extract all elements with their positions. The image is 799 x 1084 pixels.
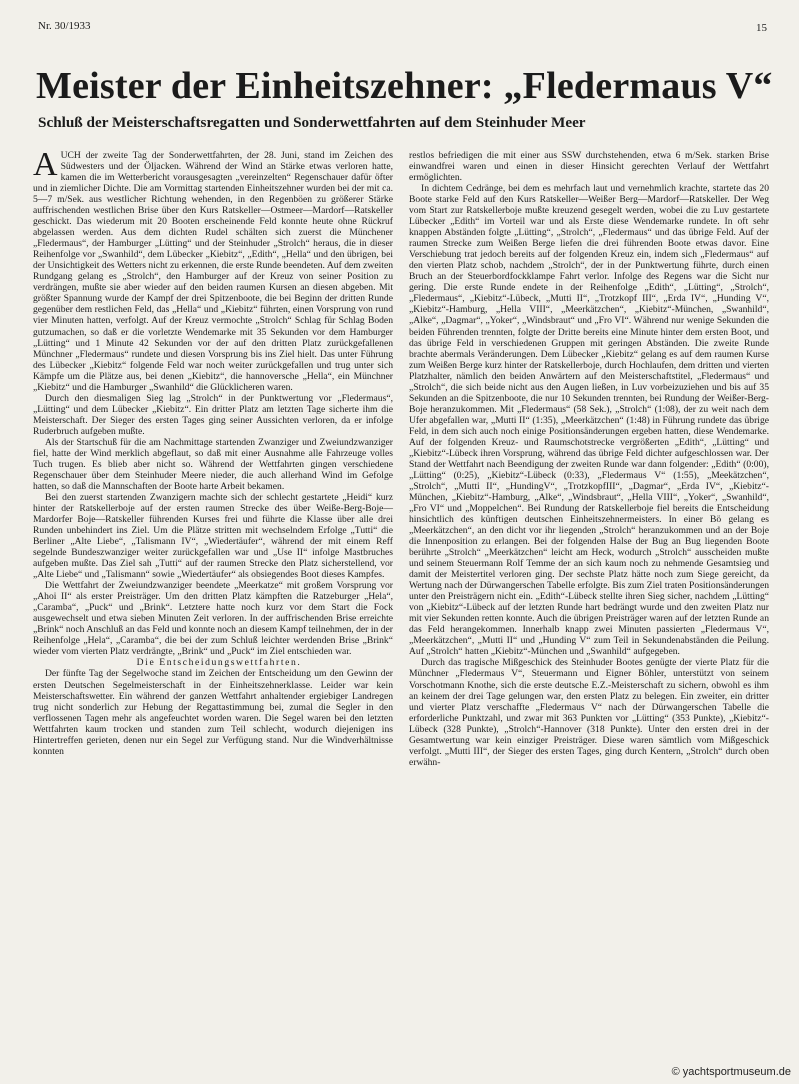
paragraph: Durch das tragische Mißgeschick des Steinhuder Bootes genügte der vierte Platz für die Münchner „Fledermaus V“, Steuermann und Eigner Böhler, unterstützt von seinem Vorschotmann Knothe, sich die erste deutsche E.Z.-Meisterschaft zu sichern, obwohl es ihm an keinem der drei Tage gelungen war, den ersten Platz zu belegen. Ein zweiter, ein dritter und vierter Platz verschaffte „Fledermaus V“ nach der Dürwangerschen Tabelle die erforderliche Punktzahl, und zwar mit 363 Punkten vor „Lütting“ (353 Punkte), „Kiebitz“-Lübeck (328 Punkte), „Strolch“-Hannover (318 Punkte). Unter den ersten drei in der Gesamtwertung war kein einziger Preisträger. Diese waren sämtlich vom Mißgeschick verfolgt. „Mutti III“, der Sieger des ersten Tages, ging durch Kentern, „Strolch“ durch oben erwähn- [409, 657, 769, 768]
page-number: 15 [756, 22, 767, 34]
section-heading: Die Entscheidungswettfahrten. [136, 657, 302, 669]
paragraph: Bei den zuerst startenden Zwanzigern machte sich der schlecht gestartete „Heidi“ kurz hinter der Ratskellerboje auf der ersten raumen Strecke des über Weiße-Berg-Boje—Mardorfer Boje—Ratskeller führenden Kurses frei und führte die Klasse über alle drei Runden unbehindert ins Ziel. Um die Plätze stritten mit wechselndem Erfolge „Tutti“ die Berliner „Alte Liebe“, „Talismann IV“, „Wiedertäufer“, während der mit einem Reff segelnde Bundeszwanziger weiter zurückgefallen war und „Use II“ infolge Mastbruches aufgeben mußte. Das Ziel sah „Tutti“ auf der raumen Strecke den Platz sicherstellend, vor „Alte Liebe“ und „Talismann“ sowie „Wiedertäufer“ als obsiegendes Boot dieses Kampfes. [33, 491, 393, 581]
paragraph: In dichtem Cedränge, bei dem es mehrfach laut und vernehmlich krachte, startete das 20 Boote starke Feld auf den Kurs Ratskeller—Weißer Berg—Mardorf—Ratskeller. Der Weg vom Start zur Ratskellerboje mußte kreuzend gesegelt werden, wobei die zu Luv gestartete Lübecker „Edith“ im Vorteil war und als Erste diese Wendemarke rundete. In oft sehr knappen Abständen folgte „Lütting“, „Strolch“, „Fledermaus“ und das übrige Feld. Auf der raumen Strecke zum Weißen Berge liefen die drei führenden Boote etwas davor. Eine Verschiebung trat jedoch bereits auf der folgenden Kreuz ein, indem sich „Fledermaus“ auf den vierten Platz schob, nachdem „Strolch“, der in der Punktwertung führte, durch einen Bruch an der Steuerbordfockklampe Fahrt verlor. Infolge des Regens war die Sicht nur gering. Die erste Runde endete in der Reihenfolge „Edith“, „Lütting“, „Strolch“, „Fledermaus“, „Kiebitz“-Lübeck, „Mutti II“, „Trotzkopf III“, „Erda IV“, „Hunding V“, „Kiebitz“-Hamburg, „Hella VIII“, „Meerkätzchen“, „Kiebitz“-München, „Swanhild“, „Alke“, „Dagmar“, „Yoker“, „Windsbraut“ und „Fro VI“. Während nur wenige Sekunden die beiden Führenden trennten, folgte der Dritte bereits eine Minute hinter dem ersten Boot, und das übrige Feld in verschiedenen Gruppen mit geringen Abständen. Die zweite Runde brachte abermals Veränderungen. Dem Lübecker „Kiebitz“ gelang es auf dem raumen Kurse zum Weißen Berge kurz hinter der Ratskellerboje, durch Hochlaufen, dem dritten und vierten Platzhalter, nämlich den beiden Anwärtern auf den Meisterschaftstitel, „Fledermaus“ und „Strolch“, die sich beide nicht aus den Augen ließen, in Luv vorbeizuziehen und bis auf 35 Sekunden an die Spitzenboote, die nur 10 Sekunden trennten, bei Rundung der Weißer-Berg-Boje heranzukommen. Mit „Fledermaus“ (58 Sek.), „Strolch“ (1:08), der zu weit nach dem Ufer abgefallen war, „Mutti II“ (1:35), „Meerkätzchen“ (1:48) in Führung rundete das übrige Feld, in dem sich auch noch einige Positionsänderungen ergeben hatten, diese Wendemarke. Auf der folgenden Kreuz- und Raumschotstrecke vergrößerten „Edith“, „Lütting“ und „Kiebitz“-Lübeck ihren Vorsprung, während das übrige Feld dichter aufgeschlossen war. Der Stand der Wettfahrt nach Beendigung der zweiten Runde war dann folgender: „Edith“ (0:00), „Lütting“ (0:25), „Kiebitz“-Lübeck (0:33), „Fledermaus V“ (1:55), „Meekätzchen“, „Strolch“, „Mutti II“, „HundingV“, „TrotzkopfIII“, „Dagmar“, „Erda IV“, „Kiebitz“-München, „Kiebitz“-Hamburg, „Alke“, „Windsbraut“, „Hella VIII“, „Yoker“, „Swanhild“, „Fro VI“ und „Moppelchen“. Bei Rundung der Ratskellerboje fiel bereits die Entscheidung hinsichtlich des künftigen deutschen Einheitszehnermeisters. In einer Bö gelang es „Meerkätzchen“, an den dicht vor ihr liegenden „Strolch“ heranzukommen und an der Boje die Innenposition zu erlangen. Bei der folgenden Halse der Bug an Bug liegenden Boote berührte „Strolch“ „Meerkätzchen“ leicht am Heck, wodurch „Strolch“ ausscheiden mußte und seinem Steuermann Rolf Temme der an sich kaum noch zu nehmende Gesamtsieg und damit der Meistertitel verloren ging. Der sechste Platz hätte noch zum Siege gereicht, da Wertung nach der Dürwangerschen Tabelle erfolgte. Bis zum Ziel traten Positionsänderungen unter den Preisträgern nicht ein. „Edith“-Lübeck stellte ihren Sieg sicher, nachdem „Lütting“ von „Kiebitz“-Lübeck auf der letzten Runde hart bedrängt wurde und den zweiten Platz nur mit vier Sekunden retten konnte. Auch die übrigen Preisträger waren auf der letzten Runde an das Feld herangekommen. Innerhalb knapp zwei Minuten passierten „Fledermaus V“, „Meerkätzchen“, „Mutti II“ und „Hunding V“ zum Teil in Sekundenabständen die Peilung. Auf „Strolch“ hatten „Kiebitz“-München und „Swanhild“ aufgegeben. [409, 183, 769, 658]
watermark [672, 1066, 791, 1078]
drop-cap: A [33, 146, 58, 183]
paragraph: Die Wettfahrt der Zweiundzwanziger beendete „Meerkatze“ mit großem Vorsprung vor „Ahoi II“ als erster Preisträger. Um den dritten Platz kämpften die Ratzeburger „Hela“, „Caramba“, „Puck“ und „Brink“. Letztere hatte noch kurz vor dem Start die Fock ausgewechselt und etwa sieben Minuten Zeit verloren. In der auffrischenden Brise erreichte „Brink“ noch Anschluß an das Feld und konnte noch an diesem Kampf teilnehmen, der in der Reihenfolge „Hela“, „Caramba“, die bei der zum Schluß leichter werdenden Brise „Brink“ wieder vom vierten Platz verdrängte, „Brink“ und „Puck“ im Ziel entschieden war. [33, 580, 393, 658]
left-column [33, 146, 393, 757]
paragraph [33, 146, 393, 393]
article-subtitle: Schluß der Meisterschaftsregatten und Sonderwettfahrten auf dem Steinhuder Meer [38, 114, 586, 131]
issue-number: Nr. 30/1933 [38, 20, 91, 32]
paragraph: Der fünfte Tag der Segelwoche stand im Zeichen der Entscheidung um den Gewinn der ersten Deutschen Segelmeisterschaft in der Einheitszehnerklasse. Leider war kein Meisterschaftswetter. Ein während der ganzen Wettfahrt anhaltender ergiebiger Landregen trug nicht sonderlich zur Hebung der Regattastimmung bei, zumal die Segler in den verflossenen Tagen mehr als angefeuchtet worden waren. Die Segel waren bei den letzten Wettfahrten kaum trocken und standen zum Teil schlecht, wodurch diejenigen ins Hintertreffen gerieten, denen nur ein Segel zur Verfügung stand. Nur die Windverhältnisse konnten [33, 668, 393, 757]
copyright-icon: © [671, 1066, 680, 1078]
paragraph-text: UCH der zweite Tag der Sonderwettfahrten, der 28. Juni, stand im Zeichen des Südwesters und der Öljacken. Während der Wind an Stärke etwas verloren hatte, kamen die im Wetterbericht vorausgesagten „vereinzelten“ Regenschauer dafür öfter und in ziemlicher Dichte. Die am Vormittag startenden Einheitszehner wurden bei der mit ca. 5—7 m/Sek. aus westlicher Richtung wehenden, in den Regenböen zu größerer Stärke auffrischenden westlichen Brise über den Kurs Ratskeller—Ostmeer—Mardorf—Ratskeller geschickt. Das wiederum mit 20 Booten erscheinende Feld konnte heute ohne Rückruf abgelassen werden. Aus dem dichten Rudel schälten sich zuerst die Münchener „Fledermaus“, der Hamburger „Lütting“ und der Steinhuder „Strolch“ heraus, die in dieser Reihenfolge vor „Swanhild“, dem Lübecker „Kiebitz“, „Edith“, „Hella“ und den übrigen, bei der Unsichtigkeit des Wetters nicht zu erkennen, die erste Runde beendeten. Auf dem zweiten Rundgang gelang es „Strolch“, den Hamburger auf der Kreuz von seiner Position zu verdrängen, mußte sie aber wieder auf den beiden raumen Kursen an diesen abgeben. Mit größter Spannung wurde der Kampf der drei Spitzenboote, die bei Beginn der dritten Runde gegenüber dem restlichen Feld, das „Hella“ und „Kiebitz“ führten, einen Vorsprung von rund vier Minuten hatten, verfolgt. Auf der Kreuz vermochte „Strolch“ Schlag für Schlag Boden gutzumachen, so daß er die vorletzte Wendemarke mit 35 Sekunden vor dem Hamburger „Lütting“ und 1 Minute 42 Sekunden vor der auf den dritten Platz zurückgefallenen Münchner „Fledermaus“ rundete und diesen Vorsprung bis ins Ziel hielt. Das unter Führung des Lübecker „Kiebitz“ folgende Feld war noch weiter zurückgefallen und trug unter sich Kämpfe um die Plätze aus, bei denen „Kiebitz“, die hannoversche „Hella“, ein Münchner „Kiebitz“ und die Hamburger „Swanhild“ die Glücklicheren waren. [33, 150, 393, 393]
watermark-text: yachtsportmuseum.de [682, 1066, 791, 1078]
paragraph: restlos befriedigen die mit einer aus SSW durchstehenden, etwa 6 m/Sek. starken Brise einwandfrei waren und einen in dieser Hinsicht gerechten Verlauf der Wettfahrt ermöglichten. [409, 150, 769, 184]
article-title: Meister der Einheitszehner: „Fledermaus V“ [36, 65, 773, 107]
paragraph: Durch den diesmaligen Sieg lag „Strolch“ in der Punktwertung vor „Fledermaus“, „Lütting“ und dem Lübecker „Kiebitz“. Ein dritter Platz am letzten Tage sicherte ihm die Meisterschaft. Der Sieger des ersten Tages ging seiner Aussichten verloren, da er infolge Ruderbruch aufgeben mußte. [33, 392, 393, 437]
right-column [409, 150, 769, 768]
paragraph: Als der Startschuß für die am Nachmittage startenden Zwanziger und Zweiundzwanziger fiel, hatte der Wind merklich abgeflaut, so daß mit einer Ausnahme alle Fahrzeuge volles Tuch trugen. Es blieb aber nicht so. Während der Wettfahrten gingen verschiedene Regenschauer über dem Steinhuder Meere nieder, die auch allerhand Wind im Gefolge hatten, so daß die Mannschaften der Boote harte Arbeit bekamen. [33, 436, 393, 492]
